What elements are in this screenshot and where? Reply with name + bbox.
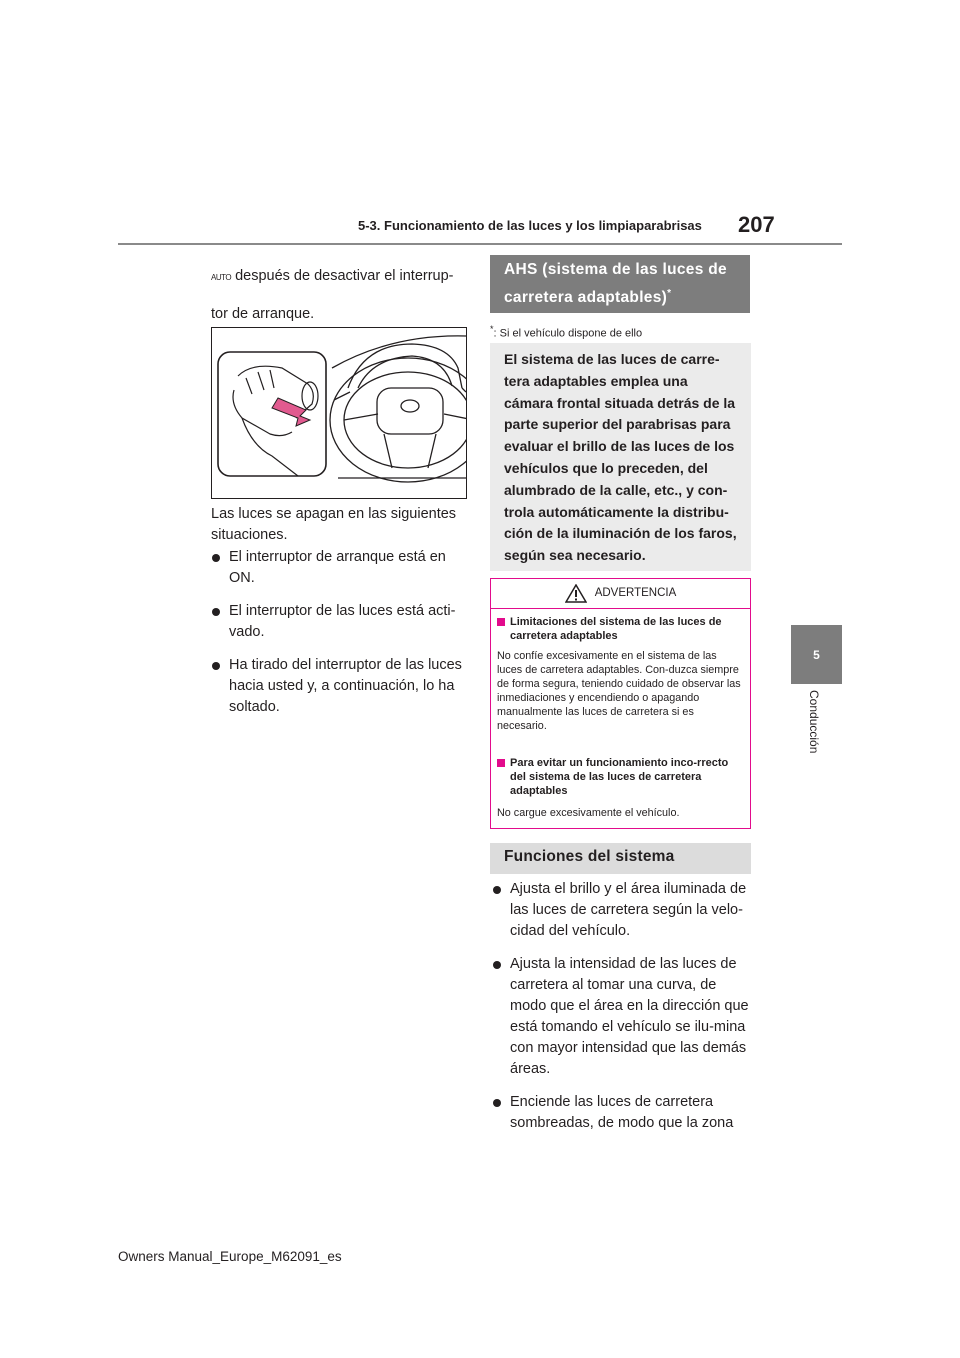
section-header: 5-3. Funcionamiento de las luces y los limpiaparabrisas <box>358 218 702 233</box>
warning-item-body: No confíe excesivamente en el sistema de las luces de carretera adaptables. Con-duzca siempre de forma segura, teniendo cuidado de observar las inmediaciones y encendiendo o apagando manualmente las luces de carretera si es necesario. <box>497 650 741 732</box>
footnote <box>490 324 642 340</box>
bullet-icon <box>212 554 220 562</box>
warning-label: ADVERTENCIA <box>594 587 677 599</box>
warning-header <box>491 579 750 607</box>
functions-heading: Funciones del sistema <box>490 843 751 874</box>
lights-off-intro: Las luces se apagan en las siguientes situaciones. <box>211 506 457 543</box>
list-item <box>211 547 473 589</box>
footnote-mark: * <box>490 324 494 334</box>
list-item <box>211 655 473 718</box>
ahs-intro-box: El sistema de las luces de carre-tera adaptables emplea una cámara frontal situada detrás de la parte superior del parabrisas para evaluar el brillo de las luces de los vehículos que lo preceden, del alumbrado de la calle, etc., y con-trola automáticamente la distribu-ción de la iluminación de los faros, según sea necesario. <box>490 343 751 571</box>
chapter-tab[interactable] <box>791 625 842 684</box>
page-number: 207 <box>738 212 775 237</box>
bullet-icon <box>493 886 501 894</box>
list-item <box>492 954 754 1080</box>
list-item-text: Ha tirado del interruptor de las luces hacia usted y, a continuación, lo ha soltado. <box>229 657 462 715</box>
functions-list <box>492 879 754 1146</box>
warning-item-body: No cargue excesivamente el vehículo. <box>497 807 680 819</box>
ahs-section-heading <box>490 255 750 313</box>
warning-item-title <box>497 756 743 798</box>
bullet-icon <box>212 608 220 616</box>
warning-item-title-text: Para evitar un funcionamiento inco-rrecto del sistema de las luces de carretera adaptables <box>510 757 729 797</box>
steering-wheel-drawing <box>212 328 466 498</box>
warning-divider <box>491 608 750 609</box>
ahs-heading-text: AHS (sistema de las luces de carretera adaptables) <box>504 261 727 307</box>
warning-triangle-icon <box>565 584 587 603</box>
warning-box <box>490 578 751 829</box>
auto-line-2: tor de arranque. <box>211 306 315 322</box>
list-item-text: Enciende las luces de carretera sombreadas, de modo que la zona <box>510 1094 734 1131</box>
warning-item-title <box>497 615 743 643</box>
auto-paragraph <box>211 266 471 288</box>
warning-item-title-text: Limitaciones del sistema de las luces de carretera adaptables <box>510 616 722 642</box>
list-item <box>211 601 473 643</box>
list-item-text: Ajusta el brillo y el área iluminada de las luces de carretera según la velo-cidad del vehículo. <box>510 881 747 939</box>
lights-off-list <box>211 547 473 730</box>
list-item-text: Ajusta la intensidad de las luces de carretera al tomar una curva, de modo que el área en la dirección que está tomando el vehículo se ilu-mina con mayor intensidad que las demás áreas. <box>510 956 749 1077</box>
list-item-text: El interruptor de arranque está en ON. <box>229 549 446 586</box>
footnote-text: : Si el vehículo dispone de ello <box>493 327 643 340</box>
chapter-name <box>805 690 827 780</box>
bullet-icon <box>493 961 501 969</box>
footer-manual-id: Owners Manual_Europe_M62091_es <box>118 1249 342 1264</box>
auto-line-text: después de desactivar el interrup- <box>235 268 454 284</box>
chapter-number: 5 <box>813 647 820 662</box>
auto-badge-icon: AUTO <box>211 273 232 282</box>
ahs-heading-mark: * <box>667 288 672 299</box>
square-bullet-icon <box>497 759 505 767</box>
list-item-text: El interruptor de las luces está acti-vado. <box>229 603 456 640</box>
bullet-icon <box>493 1099 501 1107</box>
bullet-icon <box>212 662 220 670</box>
list-item <box>492 879 754 942</box>
square-bullet-icon <box>497 618 505 626</box>
steering-wheel-illustration <box>211 327 467 499</box>
header-rule <box>118 243 842 245</box>
chapter-name-label: Conducción <box>807 690 821 754</box>
list-item <box>492 1092 754 1134</box>
